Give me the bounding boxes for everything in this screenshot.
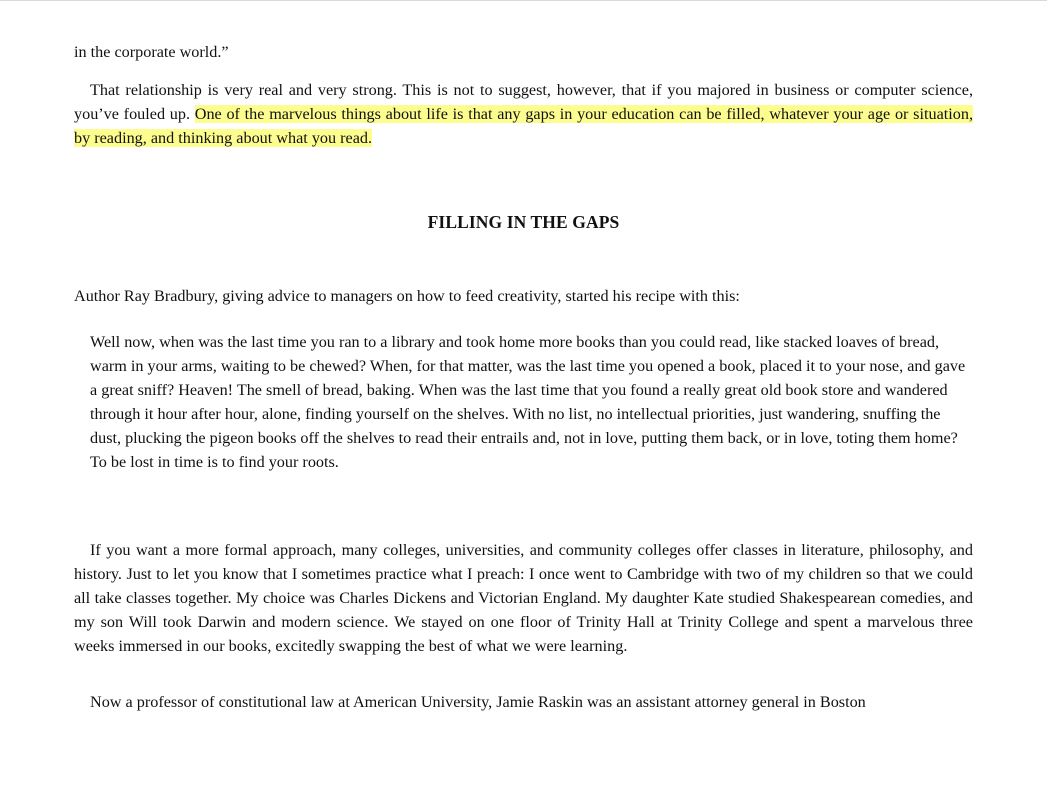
intro-line: Author Ray Bradbury, giving advice to managers on how to feed creativity, started his recipe with this: bbox=[74, 287, 740, 305]
paragraph-relationship-text: That relationship is very real and very strong. This is not to suggest, however, that if you majored in business or computer science, you’ve fouled up. bbox=[74, 81, 973, 123]
paragraph-relationship bbox=[74, 78, 973, 150]
section-heading: FILLING IN THE GAPS bbox=[427, 212, 620, 232]
paragraph-college: If you want a more formal approach, many colleges, universities, and community colleges offer classes in literature, philosophy, and history. Just to let you know that I sometimes practice what I preach: I once went to Cambridge with two of my children so that we could all take classes together. My choice was Charles Dickens and Victorian England. My daughter Kate studied Shakespearean comedies, and my son Will took Darwin and modern science. We stayed on one floor of Trinity Hall at Trinity College and spent a marvelous three weeks immersed in our books, excitedly swapping the best of what we were learning. bbox=[74, 541, 973, 655]
highlighted-passage[interactable]: One of the marvelous things about life is that any gaps in your education can be filled, whatever your age or situation, by reading, and thinking about what you read. bbox=[74, 105, 973, 147]
document-page bbox=[74, 40, 973, 714]
continued-line: in the corporate world.” bbox=[74, 43, 229, 61]
paragraph-raskin: Now a professor of constitutional law at American University, Jamie Raskin was an assistant attorney general in Boston bbox=[90, 693, 866, 711]
block-quote: Well now, when was the last time you ran to a library and took home more books than you could read, like stacked loaves of bread, warm in your arms, waiting to be chewed? When, for that matter, was the last time you opened a book, placed it to your nose, and gave a great sniff? Heaven! The smell of bread, baking. When was the last time that you found a really great old book store and wandered through it hour after hour, alone, finding yourself on the shelves. With no list, no intellectual priorities, just wandering, snuffing the dust, plucking the pigeon books off the shelves to read their entrails and, not in love, putting them back, or in love, toting them home? To be lost in time is to find your roots. bbox=[90, 333, 966, 471]
page-top-border bbox=[0, 0, 1047, 1]
